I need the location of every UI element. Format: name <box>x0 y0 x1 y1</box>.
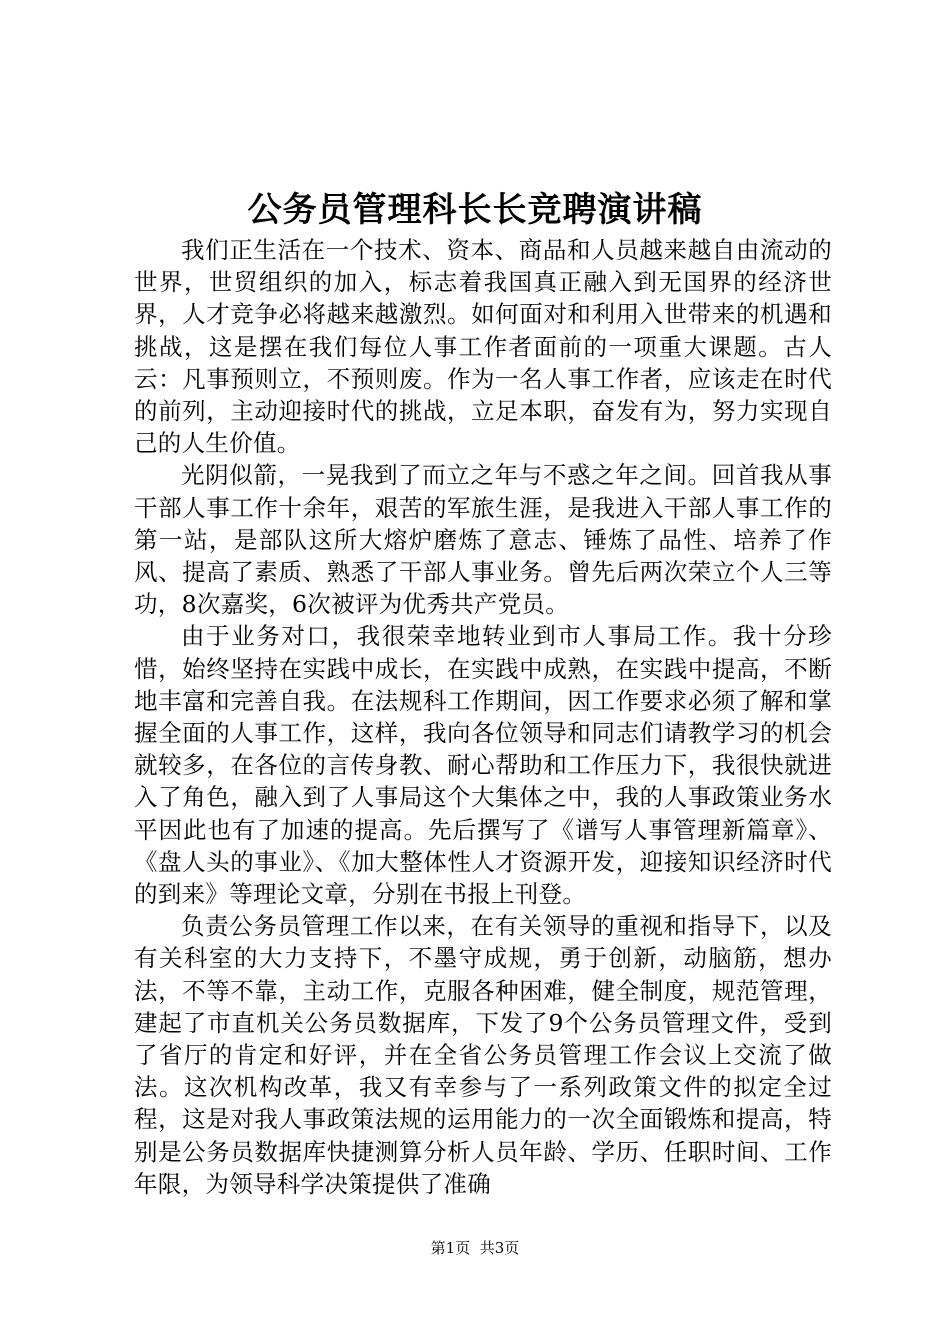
page-total: 共3页 <box>479 1239 520 1257</box>
document-title: 公务员管理科长长竞聘演讲稿 <box>247 190 703 230</box>
paragraph-2: 光阴似箭，一晃我到了而立之年与不惑之年之间。回首我从事干部人事工作十余年，艰苦的军旅生涯，是我进入干部人事工作的第一站，是部队这所大熔炉磨炼了意志、锤炼了品性、培养了作风、提高了素质、熟悉了干部人事业务。曾先后两次荣立个人三等功，8次嘉奖，6次被评为优秀共产党员。 <box>134 461 832 619</box>
page-number: 第1页 <box>430 1239 471 1257</box>
paragraph-3: 由于业务对口，我很荣幸地转业到市人事局工作。我十分珍惜，始终坚持在实践中成长，在实践中成熟，在实践中提高，不断地丰富和完善自我。在法规科工作期间，因工作要求必须了解和掌握全面的人事工作，这样，我向各位领导和同志们请教学习的机会就较多，在各位的言传身教、耐心帮助和工作压力下，我很快就进入了角色，融入到了人事局这个大集体之中，我的人事政策业务水平因此也有了加速的提高。先后撰写了《谱写人事管理新篇章》、《盘人头的事业》、《加大整体性人才资源开发，迎接知识经济时代的到来》等理论文章，分别在书报上刊登。 <box>134 622 832 909</box>
page-footer <box>0 1238 950 1258</box>
footer-separator <box>470 1239 480 1257</box>
document-body <box>134 234 832 1200</box>
paragraph-4: 负责公务员管理工作以来，在有关领导的重视和指导下，以及有关科室的大力支持下，不墨守成规，勇于创新，动脑筋，想办法，不等不靠，主动工作，克服各种困难，健全制度，规范管理，建起了市直机关公务员数据库，下发了9个公务员管理文件，受到了省厅的肯定和好评，并在全省公务员管理工作会议上交流了做法。这次机构改革，我又有幸参与了一系列政策文件的拟定全过程，这是对我人事政策法规的运用能力的一次全面锻炼和提高，特别是公务员数据库快捷测算分析人员年龄、学历、任职时间、工作年限，为领导科学决策提供了准确 <box>134 912 832 1198</box>
paragraph-1: 我们正生活在一个技术、资本、商品和人员越来越自由流动的世界，世贸组织的加入，标志着我国真正融入到无国界的经济世界，人才竞争必将越来越激烈。如何面对和利用入世带来的机遇和挑战，这是摆在我们每位人事工作者面前的一项重大课题。古人云：凡事预则立，不预则废。作为一名人事工作者，应该走在时代的前列，主动迎接时代的挑战，立足本职，奋发有为，努力实现自己的人生价值。 <box>134 236 832 458</box>
